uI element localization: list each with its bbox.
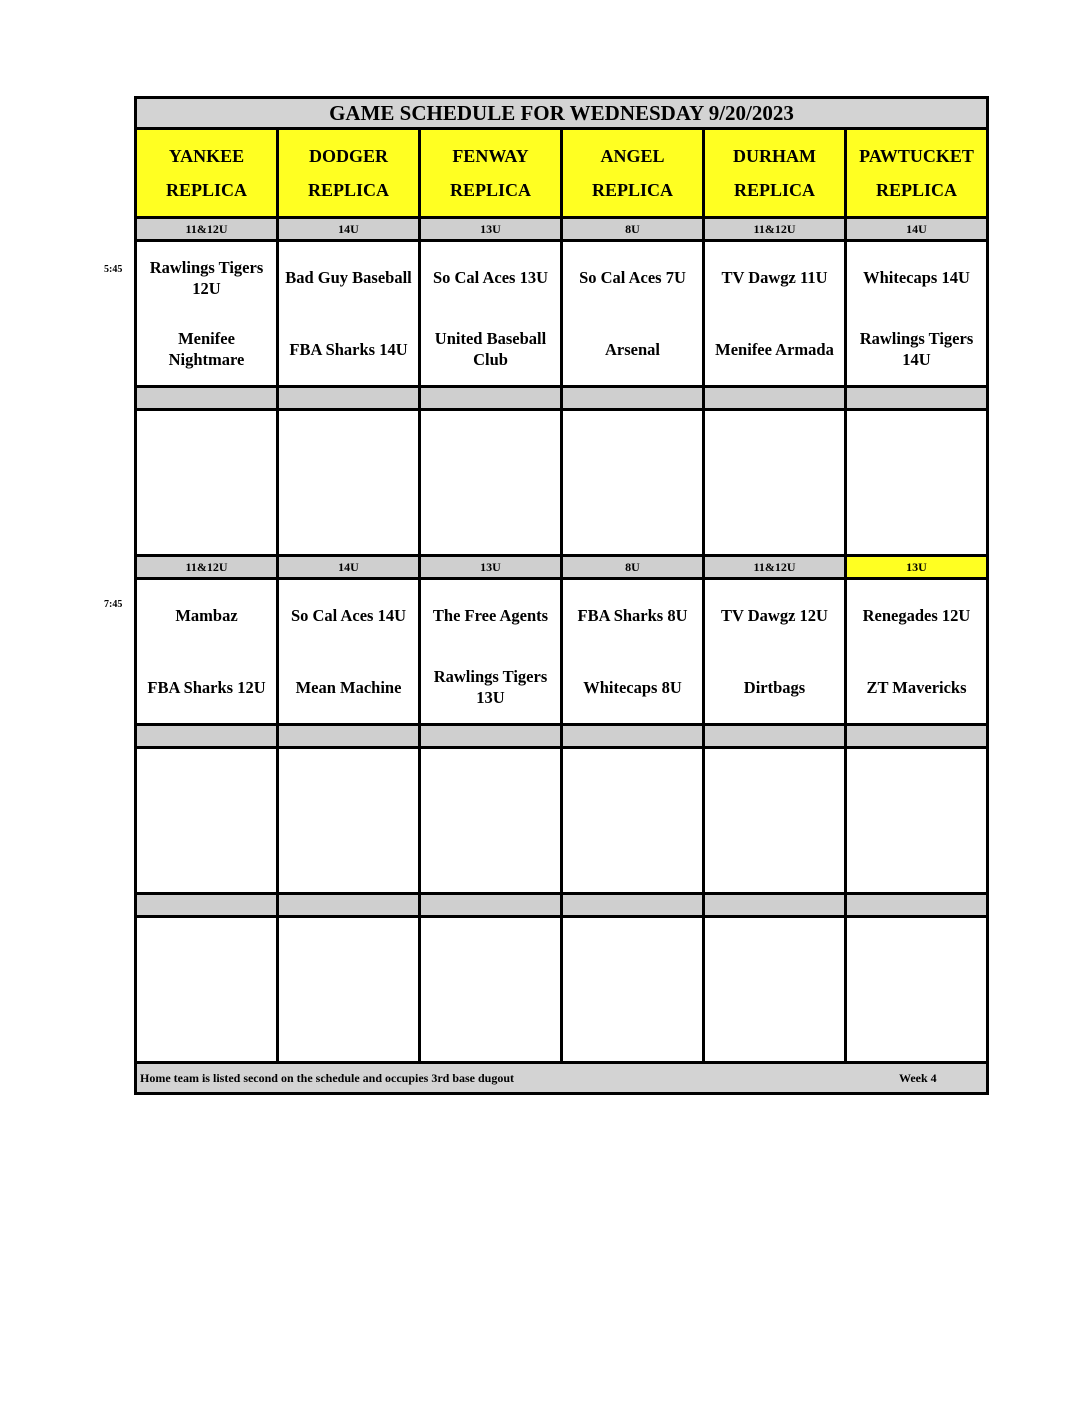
field-header — [279, 130, 421, 216]
empty-game-cell — [421, 411, 563, 554]
empty-game-cell — [137, 918, 279, 1061]
away-team: TV Dawgz 11U — [721, 268, 828, 288]
away-team: Whitecaps 14U — [863, 268, 970, 288]
blank-division-cell — [279, 726, 421, 746]
division-label: 11&12U — [705, 219, 847, 239]
division-label: 13U — [421, 557, 563, 577]
blank-division-cell — [847, 895, 986, 915]
field-sub: REPLICA — [165, 179, 247, 200]
field-header — [137, 130, 279, 216]
field-header — [421, 130, 563, 216]
division-label: 8U — [563, 557, 705, 577]
empty-games-row — [137, 918, 986, 1064]
game-cell — [705, 242, 847, 385]
blank-division-cell — [847, 726, 986, 746]
field-name: DODGER — [308, 145, 388, 166]
time-label-slot-2: 7:45 — [104, 599, 123, 610]
blank-division-row — [137, 895, 986, 918]
division-label: 11&12U — [705, 557, 847, 577]
home-team: Arsenal — [605, 339, 660, 359]
away-team: So Cal Aces 14U — [290, 606, 407, 626]
games-row-slot-2 — [137, 580, 986, 726]
home-team: Rawlings Tigers 13U — [433, 667, 548, 708]
blank-division-row — [137, 388, 986, 411]
division-label: 14U — [847, 219, 986, 239]
away-team: Mambaz — [175, 606, 238, 626]
field-sub: REPLICA — [307, 179, 389, 200]
blank-division-cell — [563, 726, 705, 746]
empty-game-cell — [421, 749, 563, 892]
empty-game-cell — [705, 918, 847, 1061]
schedule-title: GAME SCHEDULE FOR WEDNESDAY 9/20/2023 — [137, 99, 986, 130]
game-cell — [421, 242, 563, 385]
away-team: Bad Guy Baseball — [285, 268, 412, 288]
division-row-slot-2 — [137, 557, 986, 580]
games-row-slot-1 — [137, 242, 986, 388]
empty-game-cell — [279, 749, 421, 892]
blank-division-cell — [421, 726, 563, 746]
division-label: 14U — [279, 219, 421, 239]
game-cell — [847, 580, 986, 723]
home-team: Menifee Armada — [715, 339, 834, 359]
away-team: TV Dawgz 12U — [721, 606, 828, 626]
field-sub: REPLICA — [733, 179, 815, 200]
blank-division-cell — [705, 895, 847, 915]
division-label: 11&12U — [137, 219, 279, 239]
blank-division-row — [137, 726, 986, 749]
game-cell — [137, 242, 279, 385]
division-label: 8U — [563, 219, 705, 239]
field-name: FENWAY — [452, 145, 529, 166]
game-cell — [563, 580, 705, 723]
blank-division-cell — [279, 895, 421, 915]
schedule-footer — [137, 1064, 986, 1092]
blank-division-cell — [137, 388, 279, 408]
home-team: Rawlings Tigers 14U — [859, 329, 974, 370]
blank-division-cell — [705, 726, 847, 746]
empty-game-cell — [279, 918, 421, 1061]
empty-game-cell — [421, 918, 563, 1061]
blank-division-cell — [563, 388, 705, 408]
home-team: Dirtbags — [743, 677, 806, 697]
field-name: YANKEE — [168, 145, 245, 166]
blank-division-cell — [705, 388, 847, 408]
away-team: FBA Sharks 8U — [577, 606, 688, 626]
field-sub: REPLICA — [591, 179, 673, 200]
home-team: ZT Mavericks — [866, 677, 967, 697]
blank-division-cell — [563, 895, 705, 915]
division-label: 13U — [421, 219, 563, 239]
home-team: Whitecaps 8U — [583, 677, 682, 697]
game-cell — [705, 580, 847, 723]
empty-game-cell — [563, 918, 705, 1061]
empty-game-cell — [705, 749, 847, 892]
blank-division-cell — [421, 388, 563, 408]
home-team: FBA Sharks 14U — [289, 339, 408, 359]
away-team: The Free Agents — [432, 606, 549, 626]
game-cell — [563, 242, 705, 385]
away-team: So Cal Aces 13U — [432, 268, 549, 288]
empty-game-cell — [847, 749, 986, 892]
away-team: Rawlings Tigers 12U — [149, 257, 264, 298]
footer-note: Home team is listed second on the schedule and occupies 3rd base dugout — [140, 1071, 515, 1085]
home-team: United Baseball Club — [434, 329, 547, 370]
game-cell — [847, 242, 986, 385]
blank-division-cell — [279, 388, 421, 408]
field-sub: REPLICA — [875, 179, 957, 200]
blank-division-cell — [137, 726, 279, 746]
division-label-highlighted: 13U — [847, 557, 986, 577]
field-name: PAWTUCKET — [859, 145, 974, 166]
field-header — [847, 130, 986, 216]
division-label: 11&12U — [137, 557, 279, 577]
empty-game-cell — [137, 749, 279, 892]
field-header-row — [137, 130, 986, 219]
blank-division-cell — [421, 895, 563, 915]
game-cell — [279, 580, 421, 723]
field-header — [705, 130, 847, 216]
home-team: Menifee Nightmare — [168, 329, 245, 370]
field-name: DURHAM — [733, 145, 816, 166]
away-team: Renegades 12U — [862, 606, 971, 626]
game-cell — [421, 580, 563, 723]
empty-game-cell — [705, 411, 847, 554]
empty-games-row — [137, 411, 986, 557]
week-label: Week 4 — [899, 1071, 937, 1085]
division-label: 14U — [279, 557, 421, 577]
empty-game-cell — [847, 918, 986, 1061]
field-name: ANGEL — [600, 145, 665, 166]
empty-game-cell — [279, 411, 421, 554]
home-team: Mean Machine — [295, 677, 402, 697]
empty-game-cell — [563, 749, 705, 892]
empty-game-cell — [137, 411, 279, 554]
time-label-slot-1: 5:45 — [104, 264, 123, 275]
empty-game-cell — [563, 411, 705, 554]
blank-division-cell — [847, 388, 986, 408]
blank-division-cell — [137, 895, 279, 915]
schedule-sheet — [134, 96, 989, 1095]
empty-games-row — [137, 749, 986, 895]
field-header — [563, 130, 705, 216]
division-row-slot-1 — [137, 219, 986, 242]
away-team: So Cal Aces 7U — [579, 268, 686, 288]
empty-game-cell — [847, 411, 986, 554]
home-team: FBA Sharks 12U — [147, 677, 266, 697]
field-sub: REPLICA — [449, 179, 531, 200]
game-cell — [279, 242, 421, 385]
game-cell — [137, 580, 279, 723]
